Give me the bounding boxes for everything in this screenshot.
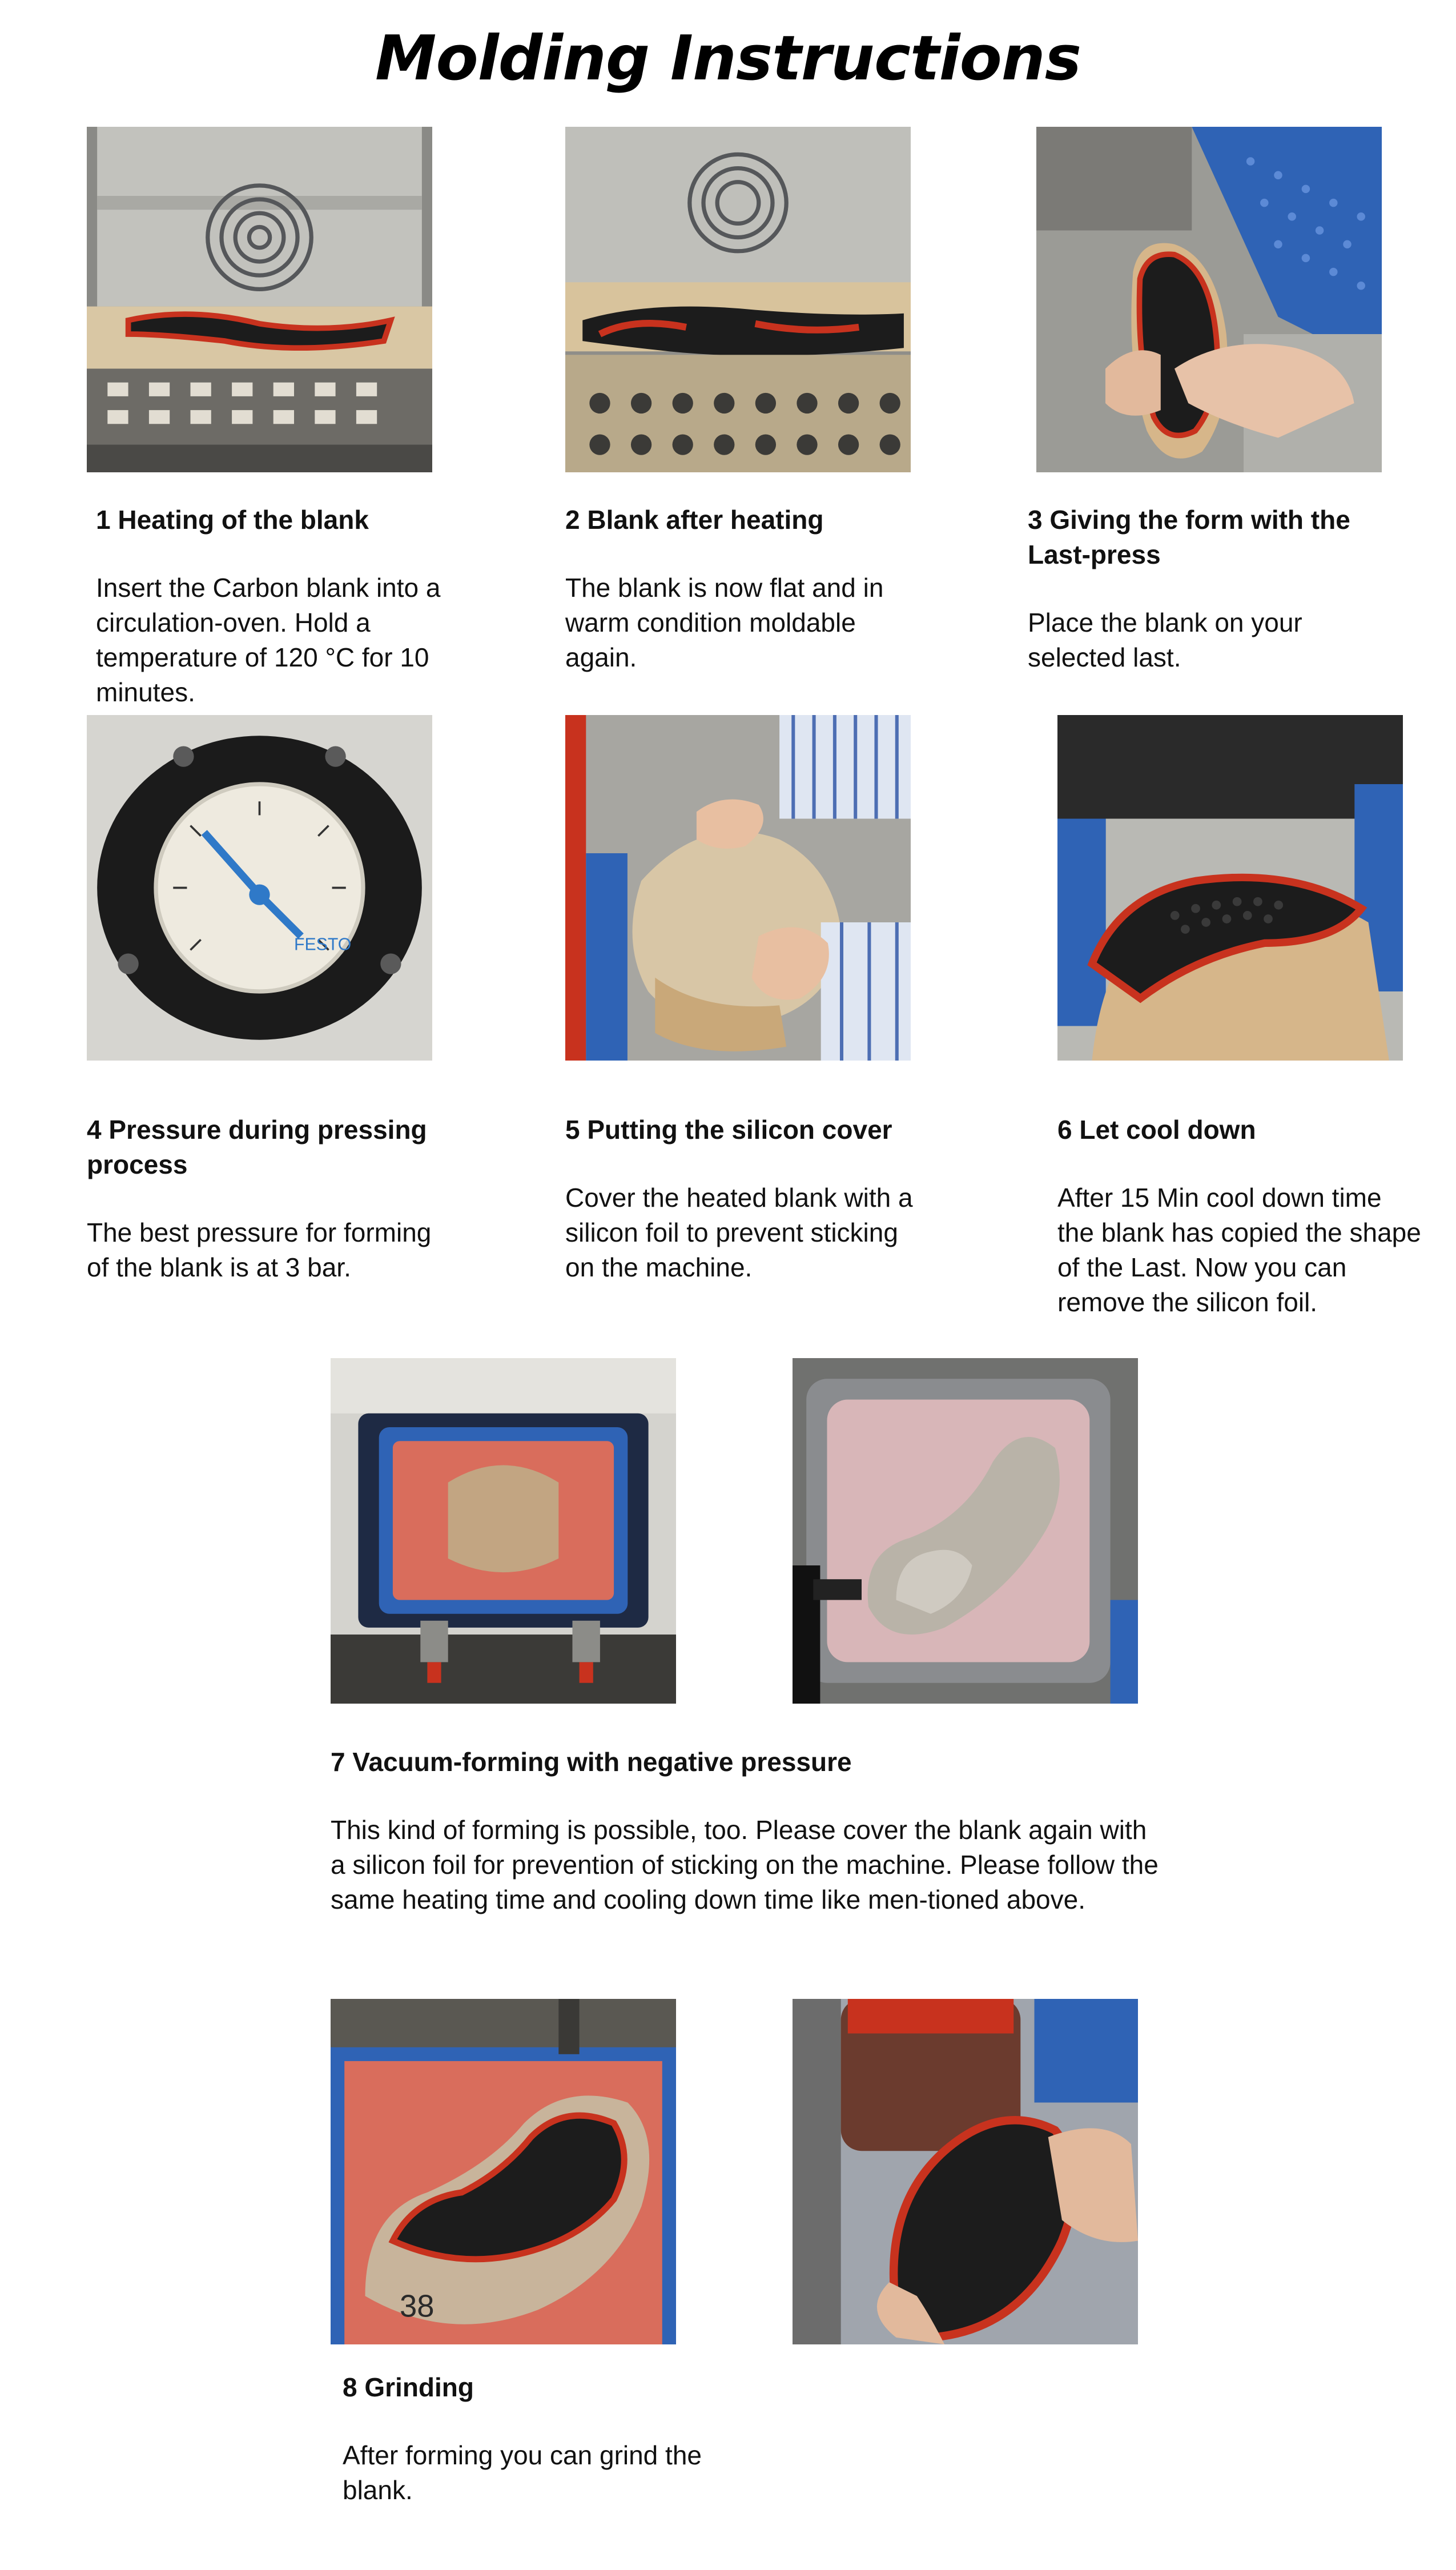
photo-formed-blank-on-last <box>331 1999 676 2344</box>
step-1-caption <box>96 503 461 710</box>
step-7-title: 7 Vacuum-forming with negative pressure <box>331 1747 852 1777</box>
step-6-caption <box>1057 1113 1423 1320</box>
photo-vacuum-frame <box>331 1358 676 1704</box>
step-4-body: The best pressure for forming of the blank is at 3 bar. <box>87 1218 432 1282</box>
step-8-title: 8 Grinding <box>343 2372 474 2402</box>
step-3-caption <box>1028 503 1393 675</box>
step-4-title: 4 Pressure during pressing process <box>87 1115 427 1179</box>
photo-vacuum-forming <box>793 1358 1138 1704</box>
step-3-title: 3 Giving the form with the Last-press <box>1028 505 1350 569</box>
step-4-caption <box>87 1113 452 1285</box>
step-3-body: Place the blank on your selected last. <box>1028 608 1302 672</box>
photo-pressure-gauge <box>87 715 432 1061</box>
step-1-title: 1 Heating of the blank <box>96 505 369 535</box>
step-5-caption <box>565 1113 931 1285</box>
step-6-title: 6 Let cool down <box>1057 1115 1256 1145</box>
photo-last-press <box>1036 127 1382 472</box>
last-size-label: 38 <box>400 2288 435 2324</box>
step-7-caption <box>331 1745 1159 1917</box>
photo-cool-down <box>1057 715 1403 1061</box>
step-7-body: This kind of forming is possible, too. Please cover the blank again with a silicon foil for prevention of sticking on the machine. Please follow the same heating time and cooling down time like men-tioned above. <box>331 1815 1159 1914</box>
photo-blank-after-heating <box>565 127 911 472</box>
step-2-caption <box>565 503 931 675</box>
step-5-body: Cover the heated blank with a silicon foil to prevent sticking on the machine. <box>565 1183 913 1282</box>
step-2-title: 2 Blank after heating <box>565 505 824 535</box>
step-6-body: After 15 Min cool down time the blank has copied the shape of the Last. Now you can remove the silicon foil. <box>1057 1183 1421 1317</box>
step-1-body: Insert the Carbon blank into a circulation-oven. Hold a temperature of 120 °C for 10 minutes. <box>96 573 441 707</box>
photo-silicon-cover <box>565 715 911 1061</box>
step-8-body: After forming you can grind the blank. <box>343 2440 702 2505</box>
step-2-body: The blank is now flat and in warm condition moldable again. <box>565 573 884 672</box>
photo-grinding <box>793 1999 1138 2344</box>
photo-oven-heating <box>87 127 432 472</box>
gauge-brand-label: FESTO <box>294 935 352 954</box>
step-5-title: 5 Putting the silicon cover <box>565 1115 892 1145</box>
step-8-caption <box>343 2370 708 2508</box>
page-title: Molding Instructions <box>375 23 1081 94</box>
